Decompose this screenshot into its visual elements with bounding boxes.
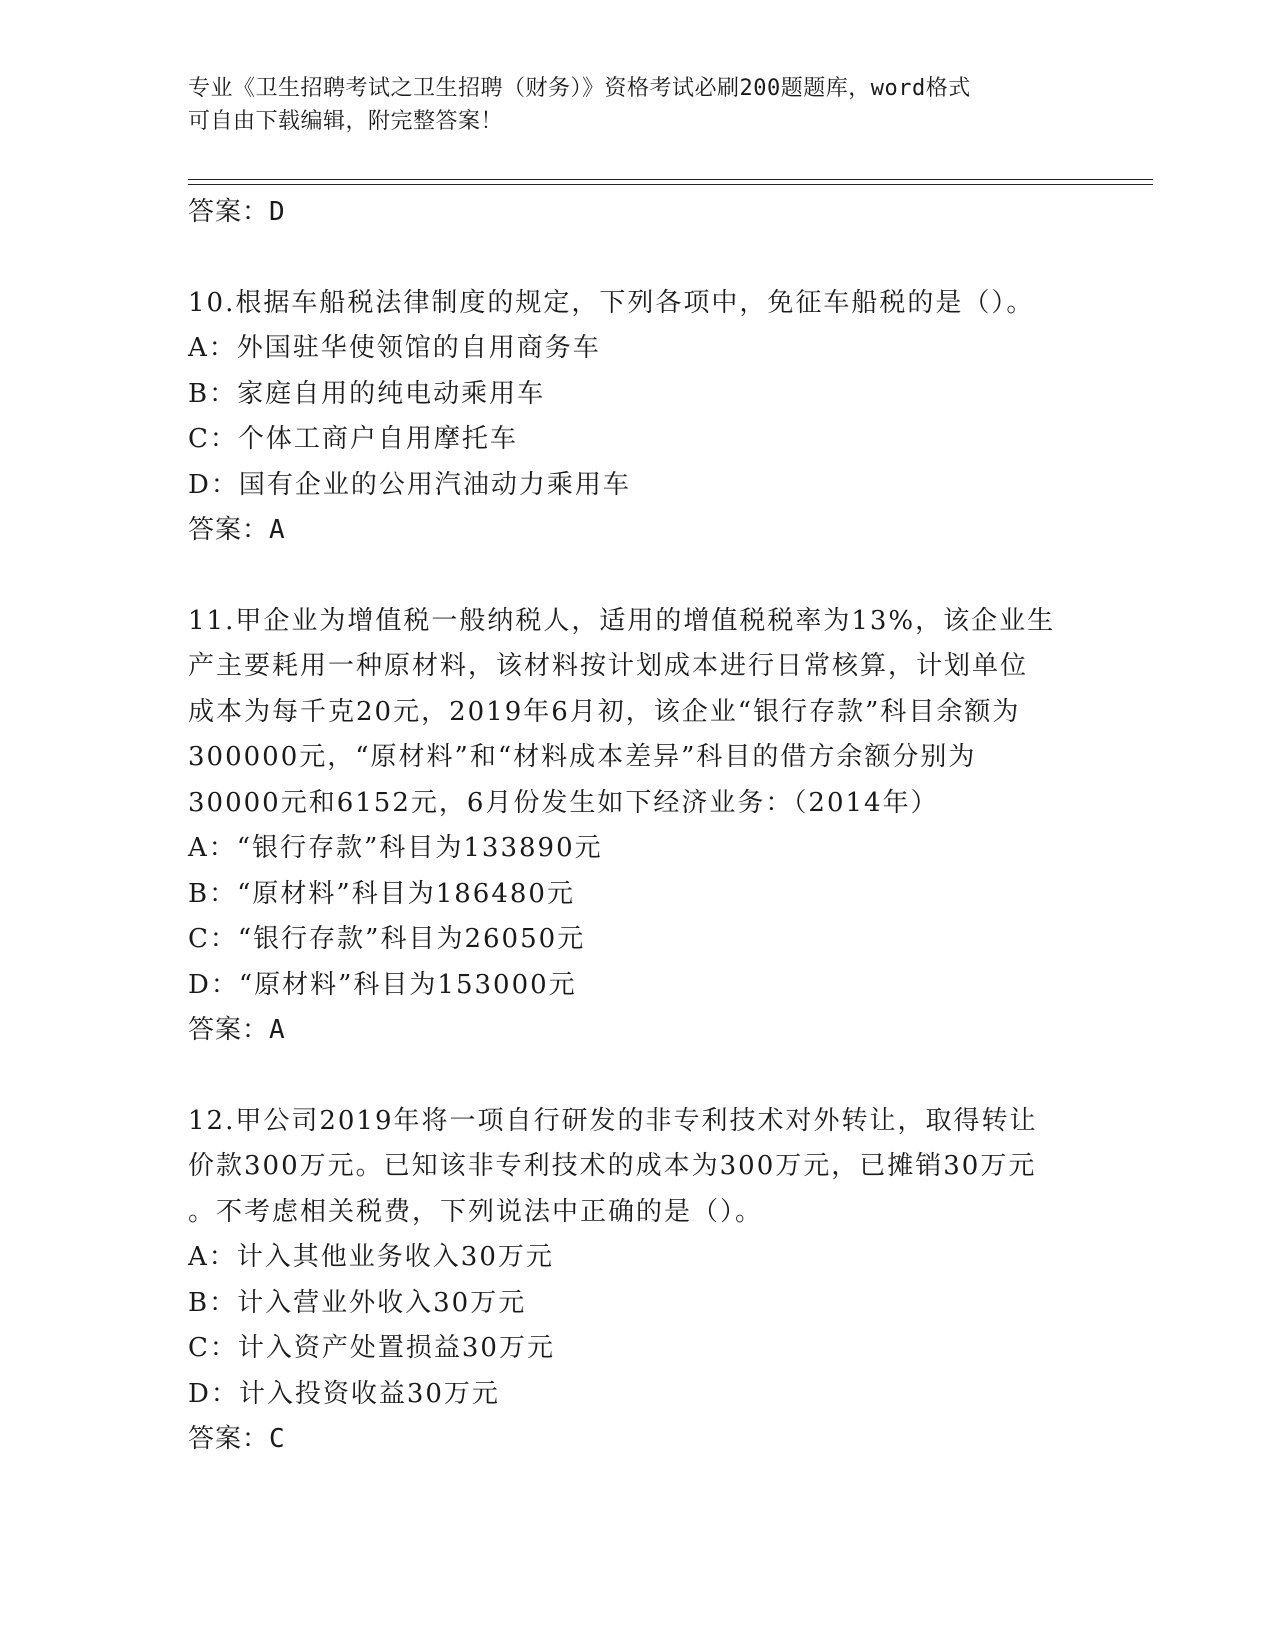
question-stem: 30000元和6152元，6月份发生如下经济业务：（2014年） [188, 787, 939, 818]
header-rule-bottom [188, 184, 1153, 185]
answer-previous: 答案：D [188, 197, 286, 227]
header-rule-top [188, 179, 1153, 180]
option-d: D：国有企业的公用汽油动力乘用车 [188, 469, 631, 500]
option-d: D：计入投资收益30万元 [188, 1378, 500, 1409]
answer: 答案：A [188, 515, 286, 545]
header-line-1: 专业《卫生招聘考试之卫生招聘（财务）》资格考试必刷200题题库，word格式 [188, 76, 971, 101]
question-10 [188, 281, 1088, 554]
question-stem: 11.甲企业为增值税一般纳税人，适用的增值税税率为13%，该企业生 [188, 605, 1056, 636]
option-a: A：计入其他业务收入30万元 [188, 1242, 554, 1272]
question-11 [188, 599, 1088, 1054]
header-line-2: 可自由下载编辑，附完整答案！ [188, 109, 504, 134]
question-stem: 。不考虑相关税费，下列说法中正确的是（）。 [188, 1196, 764, 1227]
option-b: B：家庭自用的纯电动乘用车 [188, 378, 546, 409]
spacer [188, 236, 1088, 281]
answer: 答案：A [188, 1015, 286, 1045]
spacer [188, 554, 1088, 599]
option-a: A：外国驻华使领馆的自用商务车 [188, 333, 601, 363]
spacer [188, 1054, 1088, 1099]
option-b: B：“原材料”科目为186480元 [188, 878, 575, 909]
question-stem: 300000元，“原材料”和“材料成本差异”科目的借方余额分别为 [188, 742, 977, 772]
option-c: C：个体工商户自用摩托车 [188, 424, 518, 454]
question-stem: 价款300万元。已知该非专利技术的成本为300万元，已摊销30万元 [188, 1151, 1037, 1181]
option-b: B：计入营业外收入30万元 [188, 1287, 527, 1318]
option-c: C：“银行存款”科目为26050元 [188, 924, 586, 954]
document-header [188, 72, 1068, 138]
option-d: D：“原材料”科目为153000元 [188, 969, 577, 1000]
question-stem: 10.根据车船税法律制度的规定，下列各项中，免征车船税的是（）。 [188, 287, 1035, 318]
question-stem: 12.甲公司2019年将一项自行研发的非专利技术对外转让，取得转让 [188, 1105, 1038, 1136]
document-body [188, 190, 1088, 1463]
question-stem: 成本为每千克20元，2019年6月初，该企业“银行存款”科目余额为 [188, 696, 1021, 727]
answer: 答案：C [188, 1424, 286, 1454]
option-a: A：“银行存款”科目为133890元 [188, 833, 603, 863]
question-12 [188, 1099, 1088, 1463]
question-stem: 产主要耗用一种原材料，该材料按计划成本进行日常核算，计划单位 [188, 651, 1029, 681]
option-c: C：计入资产处置损益30万元 [188, 1333, 555, 1363]
